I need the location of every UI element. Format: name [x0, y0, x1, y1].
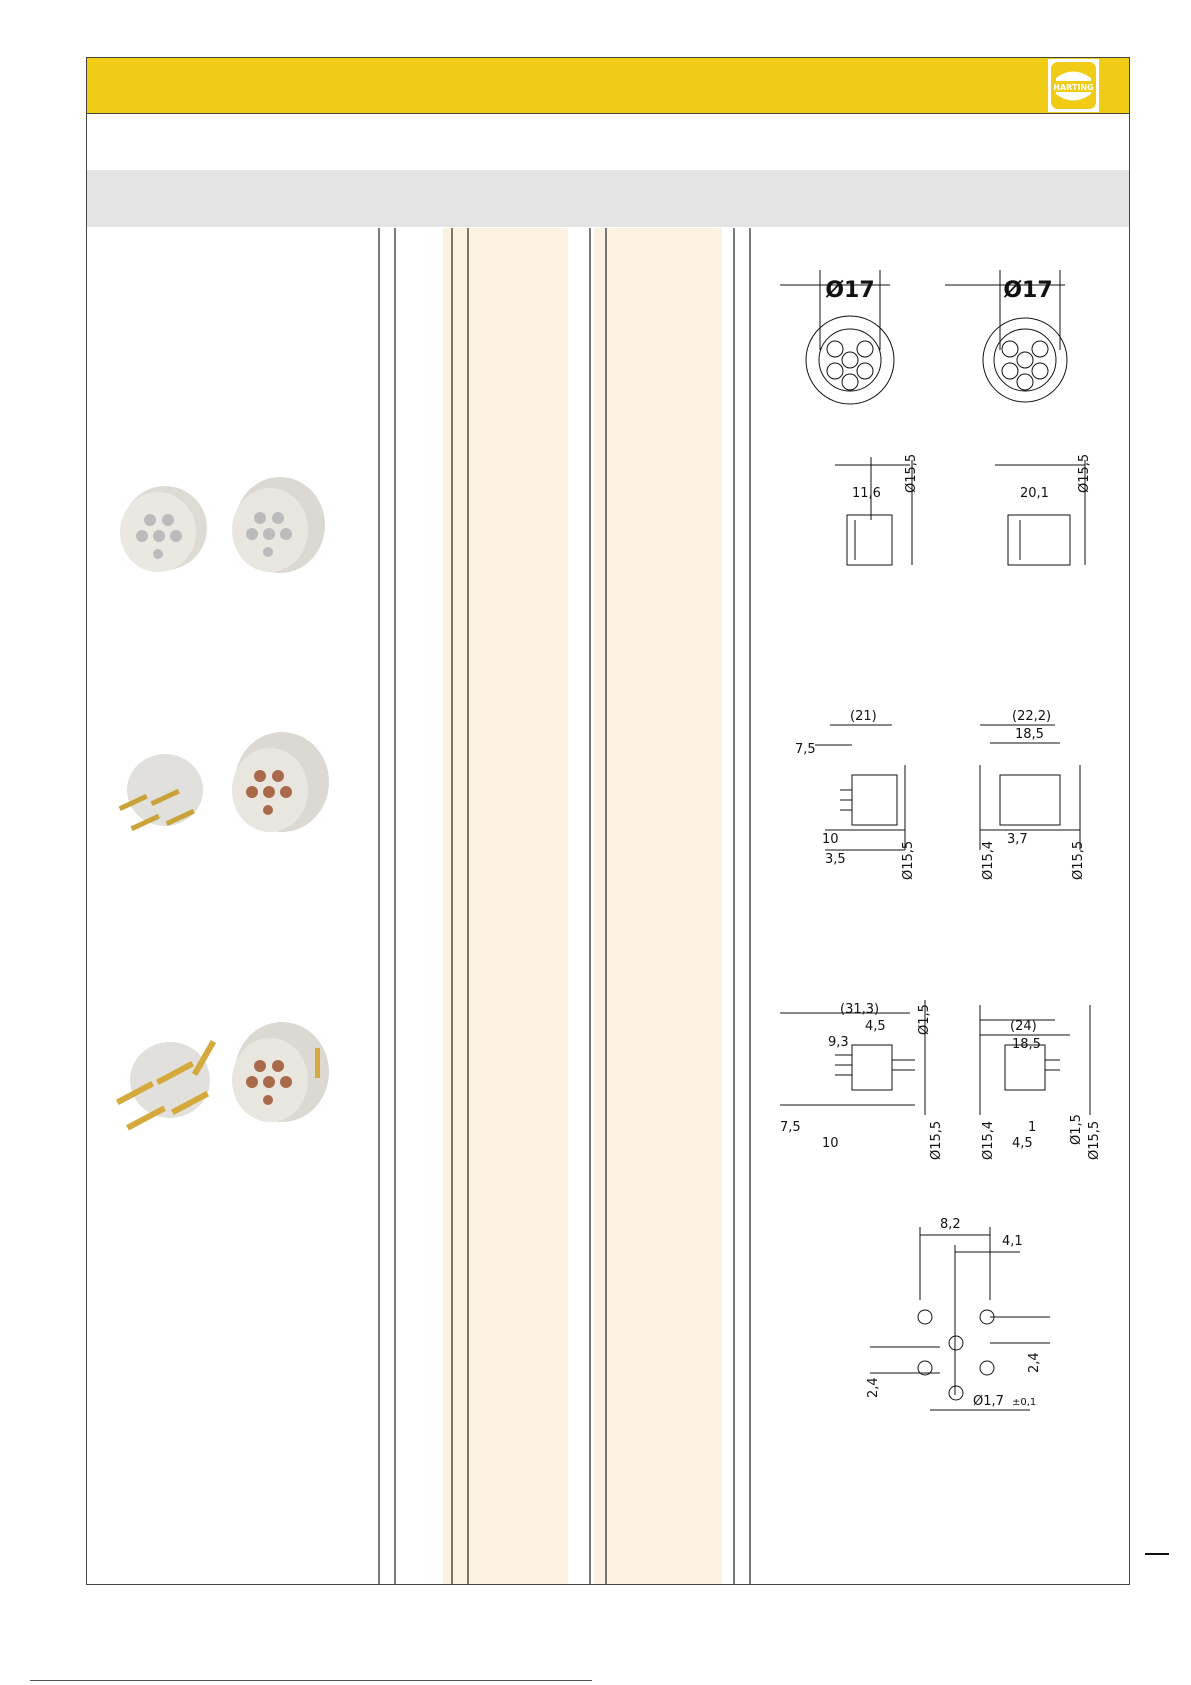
dim-row3-right-d3: 4,5	[1012, 1136, 1033, 1151]
dim-row1-left-length: 11,6	[852, 486, 881, 501]
dim-row2-right-dia1: Ø15,4	[981, 840, 996, 880]
dim-pcb-tolerance: ±0,1	[1012, 1397, 1037, 1408]
dim-pcb-h1: 2,4	[866, 1377, 881, 1398]
dim-front-diameter-left: Ø17	[825, 278, 875, 303]
page-frame	[86, 57, 1130, 1585]
dim-front-diameter-right: Ø17	[1003, 278, 1053, 303]
dim-row2-right-dia2: Ø15,5	[1071, 840, 1086, 880]
dim-row2-left-overall: (21)	[850, 709, 877, 724]
dim-row3-right-d2: 1	[1028, 1120, 1037, 1135]
dim-row1-right-diameter: Ø15,5	[1077, 453, 1092, 493]
dim-row3-left-d5: 10	[822, 1136, 839, 1151]
dim-row3-left-d4: 7,5	[780, 1120, 801, 1135]
dim-row2-left-d2: 10	[822, 832, 839, 847]
dim-row3-right-dia2: Ø1,5	[1069, 1114, 1084, 1145]
logo-wordmark: HARTING	[1053, 83, 1094, 92]
dim-row3-left-overall: (31,3)	[840, 1002, 880, 1017]
dim-row3-right-dia1: Ø15,4	[981, 1120, 996, 1160]
footer-line	[30, 1680, 592, 1681]
dim-row2-left-d3: 3,5	[825, 852, 846, 867]
dim-row2-right-overall: (22,2)	[1012, 709, 1052, 724]
page-marker	[1145, 1553, 1169, 1555]
dim-pcb-hole: Ø1,7	[973, 1394, 1004, 1409]
dim-row3-right-overall: (24)	[1010, 1019, 1037, 1034]
dim-row2-left-d1: 7,5	[795, 742, 816, 757]
dim-row1-right-length: 20,1	[1020, 486, 1049, 501]
dim-pcb-w1: 8,2	[940, 1217, 961, 1232]
dim-row3-right-dia3: Ø15,5	[1087, 1120, 1102, 1160]
dim-pcb-w2: 4,1	[1002, 1234, 1023, 1249]
dim-row1-left-diameter: Ø15,5	[904, 453, 919, 493]
dim-row3-left-d1: 4,5	[865, 1019, 886, 1034]
dim-row3-left-d2: 9,3	[828, 1035, 849, 1050]
dim-row2-left-diameter: Ø15,5	[901, 840, 916, 880]
dim-row3-left-d3: Ø1,5	[917, 1004, 932, 1035]
dim-row2-right-d1: 18,5	[1015, 727, 1044, 742]
dim-row2-right-d2: 3,7	[1007, 832, 1028, 847]
dim-row3-left-diameter: Ø15,5	[929, 1120, 944, 1160]
dim-row3-right-d1: 18,5	[1012, 1037, 1041, 1052]
dim-pcb-h2: 2,4	[1027, 1352, 1042, 1373]
